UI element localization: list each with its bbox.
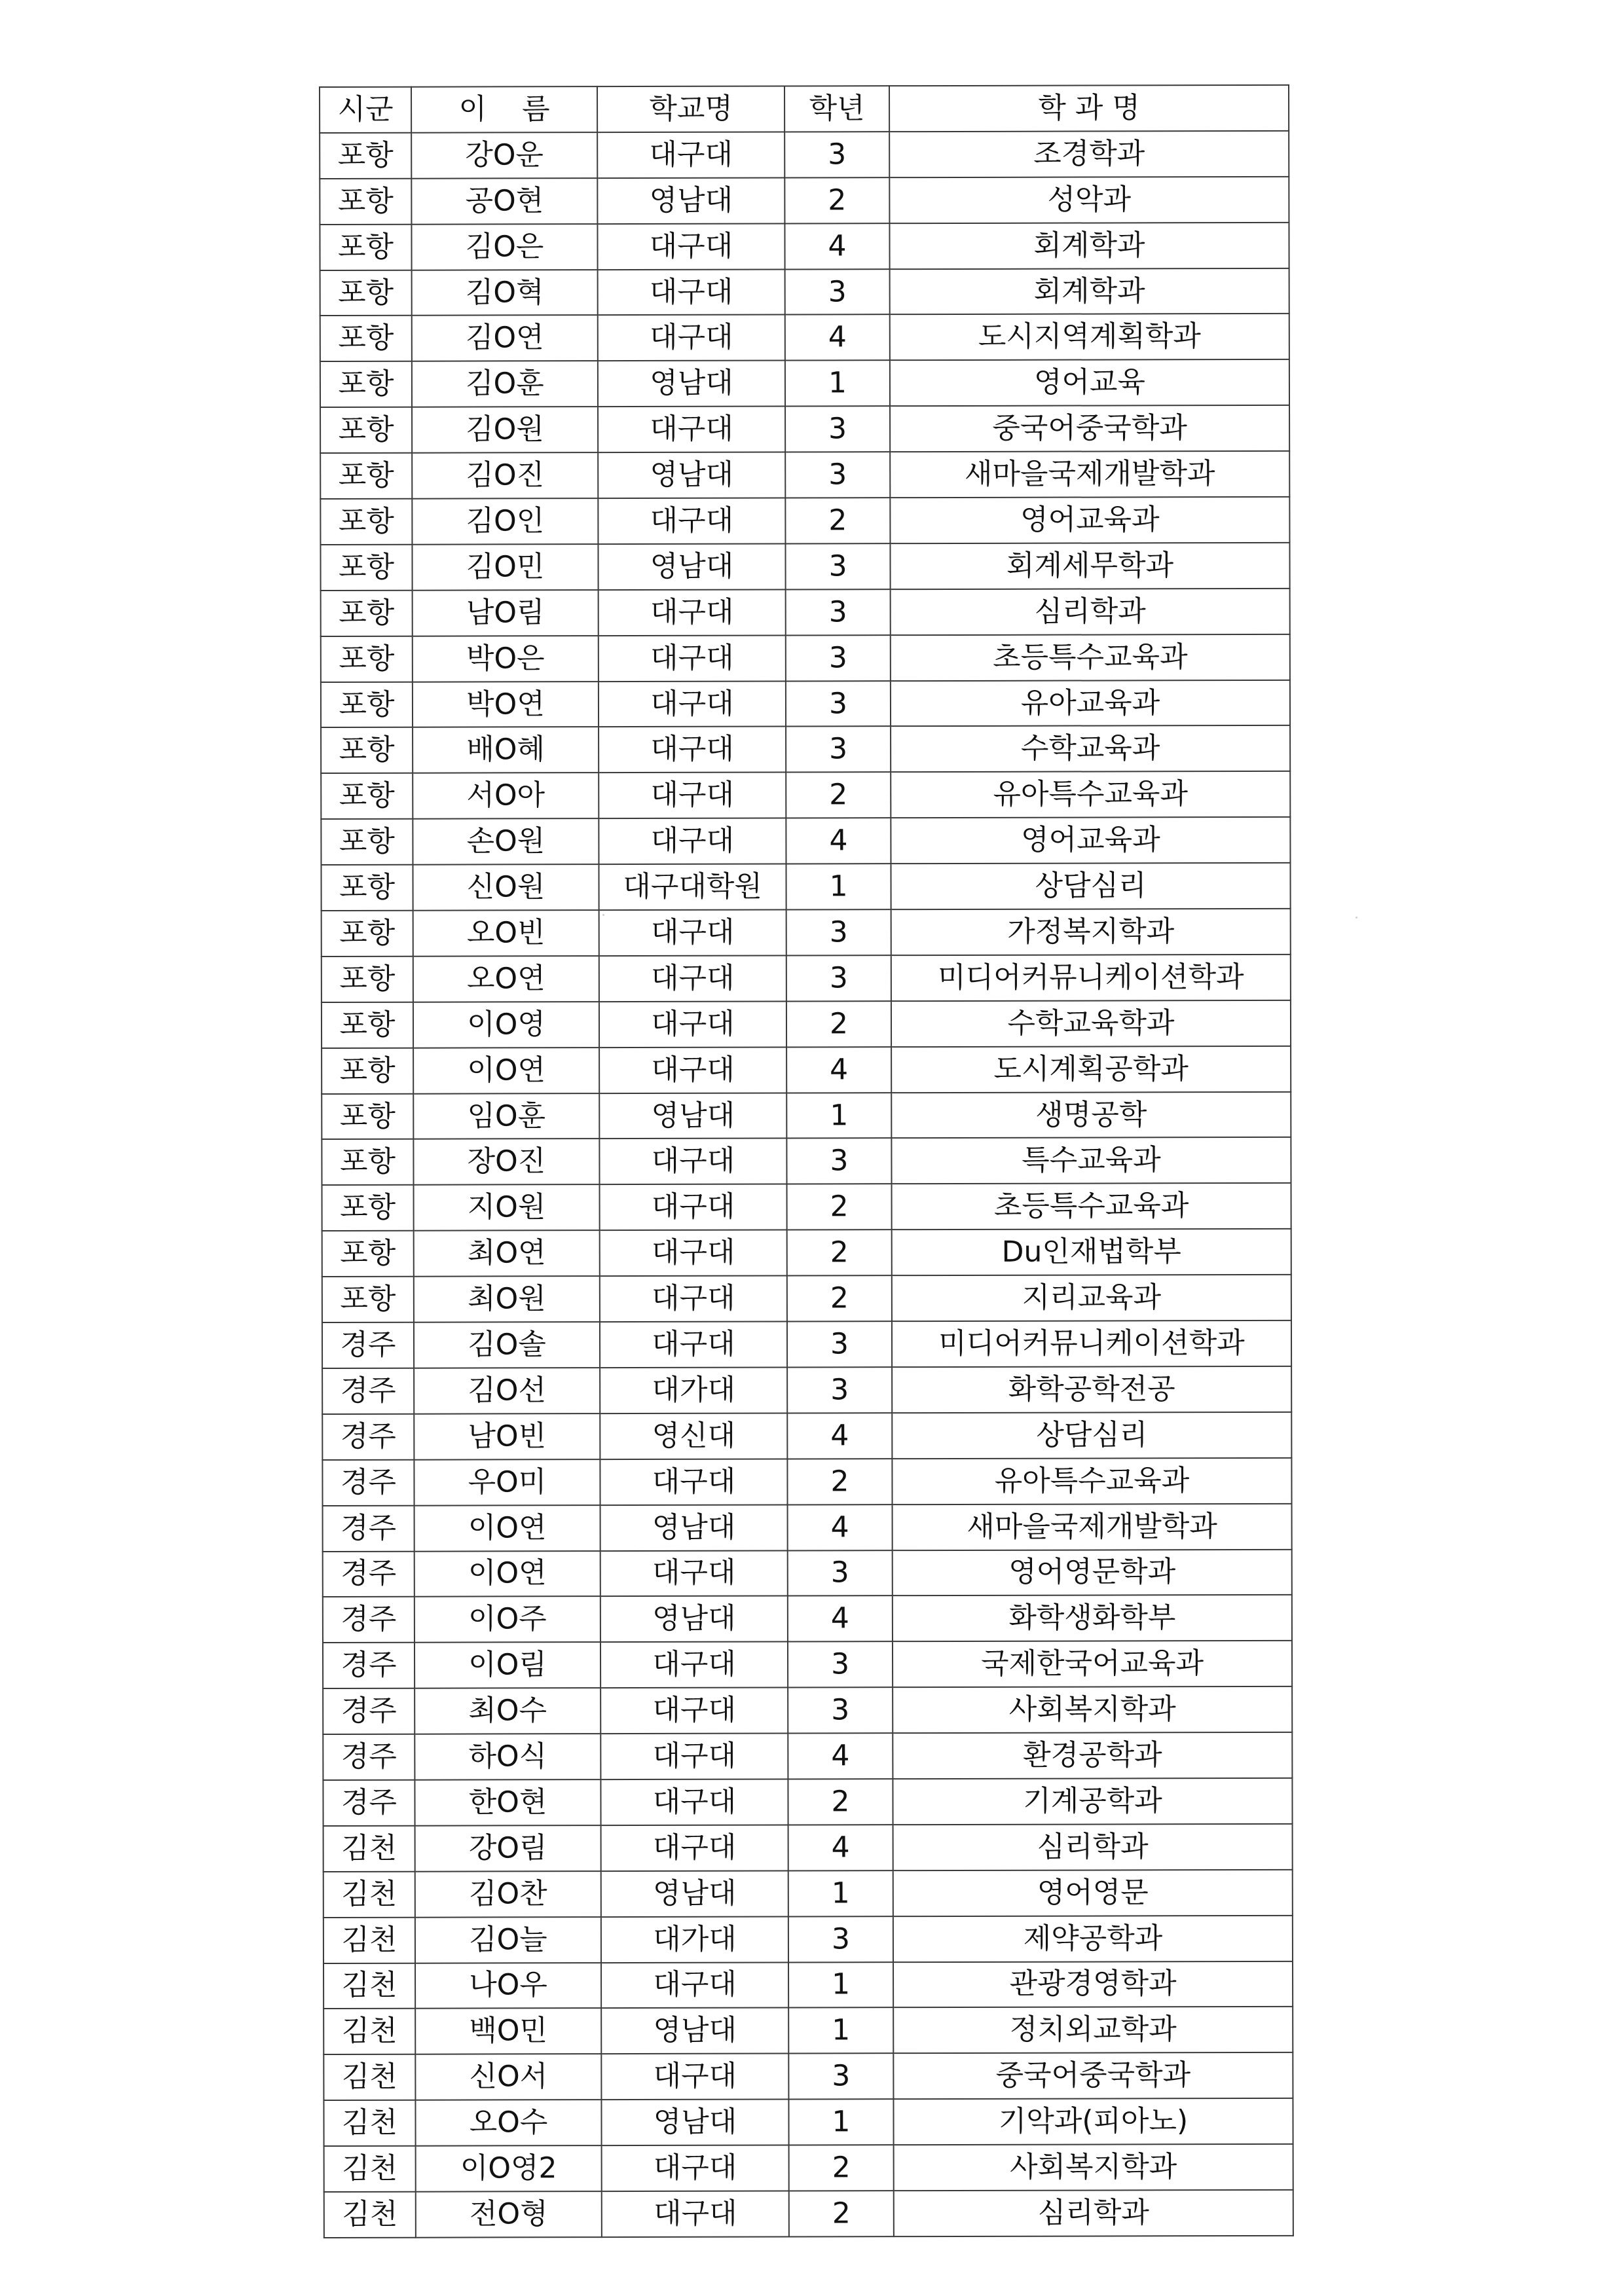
cell-school: 대구대	[600, 1688, 788, 1734]
cell-school: 대구대	[599, 955, 786, 1001]
cell-name: 한O현	[415, 1779, 600, 1825]
table-row	[322, 1229, 1291, 1277]
cell-department: 상담심리	[892, 1412, 1291, 1459]
table-row	[322, 1046, 1291, 1094]
cell-grade: 3	[786, 909, 891, 955]
cell-name: 김O훈	[412, 361, 598, 407]
cell-name: 남O빈	[414, 1413, 600, 1459]
cell-city: 경주	[322, 1368, 414, 1414]
cell-grade: 3	[785, 452, 890, 498]
cell-name: 최O연	[414, 1230, 600, 1276]
cell-school: 영남대	[598, 543, 785, 589]
cell-grade: 3	[788, 1641, 893, 1687]
cell-city: 포항	[322, 1048, 413, 1093]
cell-city: 포항	[322, 1093, 413, 1139]
table-row	[321, 863, 1290, 911]
table-row	[322, 1091, 1291, 1139]
table-row	[322, 1275, 1291, 1322]
cell-grade: 4	[788, 1825, 893, 1870]
table-row	[323, 1686, 1292, 1734]
cell-grade: 3	[787, 1367, 892, 1413]
cell-school: 대구대	[600, 1276, 787, 1322]
cell-department: 유아교육과	[891, 680, 1290, 726]
table-row	[322, 1412, 1291, 1460]
cell-department: 제약공학과	[893, 1916, 1293, 1962]
cell-school: 영남대	[598, 452, 785, 498]
cell-department: 심리학과	[891, 589, 1290, 635]
cell-school: 대구대	[601, 1962, 788, 2008]
cell-department: 수학교육과	[891, 725, 1290, 772]
cell-name: 이O림	[415, 1642, 600, 1688]
cell-department: 영어교육과	[891, 817, 1290, 864]
cell-name: 김O진	[412, 452, 598, 498]
table-row	[320, 451, 1289, 499]
cell-grade: 4	[786, 818, 891, 864]
cell-grade: 4	[785, 315, 890, 361]
table-row	[323, 1870, 1293, 1918]
cell-name: 백O민	[415, 2009, 601, 2054]
cell-department: 가정복지학과	[891, 909, 1291, 955]
cell-name: 이O연	[413, 1048, 599, 1093]
cell-grade: 3	[788, 1687, 893, 1733]
cell-name: 이O영2	[416, 2145, 602, 2191]
cell-name: 박O은	[413, 636, 599, 682]
cell-department: 도시계획공학과	[891, 1046, 1291, 1093]
cell-department: 화학생화학부	[893, 1595, 1292, 1641]
cell-city: 경주	[323, 1688, 415, 1734]
table-row	[323, 2052, 1293, 2100]
cell-grade: 2	[789, 2191, 894, 2236]
cell-city: 경주	[322, 1459, 414, 1505]
cell-school: 대구대	[599, 635, 786, 681]
cell-department: 화학공학전공	[892, 1366, 1291, 1413]
cell-city: 경주	[323, 1780, 415, 1826]
cell-grade: 3	[786, 589, 891, 635]
cell-city: 포항	[321, 636, 413, 682]
cell-city: 김천	[323, 1917, 415, 1963]
cell-city: 김천	[323, 1963, 415, 2009]
cell-grade: 3	[788, 2053, 893, 2099]
table-row	[322, 909, 1291, 957]
cell-school: 대구대	[600, 1779, 788, 1825]
cell-name: 남O림	[413, 590, 599, 636]
cell-department: 관광경영학과	[893, 1961, 1293, 2007]
cell-grade: 3	[788, 1916, 893, 1962]
cell-grade: 1	[786, 864, 891, 909]
cell-name: 김O원	[412, 407, 598, 452]
cell-grade: 2	[787, 1459, 892, 1504]
cell-department: 초등특수교육과	[892, 1183, 1291, 1230]
cell-grade: 3	[788, 1550, 893, 1596]
cell-grade: 4	[786, 1047, 891, 1093]
cell-city: 경주	[323, 1551, 415, 1597]
cell-school: 대구대	[599, 1139, 786, 1184]
cell-city: 경주	[323, 1597, 415, 1643]
cell-school: 대구대	[598, 498, 785, 544]
cell-school: 대구대	[599, 589, 786, 635]
cell-school: 영남대	[600, 1596, 788, 1642]
cell-name: 신O원	[413, 864, 599, 910]
table-row	[323, 1504, 1292, 1552]
cell-school: 대구대	[597, 132, 784, 177]
cell-school: 대구대	[601, 1825, 788, 1870]
cell-name: 하O식	[415, 1734, 600, 1779]
cell-name: 오O빈	[413, 910, 599, 956]
cell-school: 대구대	[600, 1734, 788, 1779]
cell-department: 특수교육과	[891, 1137, 1291, 1184]
cell-department: 회계학과	[890, 268, 1289, 314]
cell-department: 환경공학과	[893, 1732, 1292, 1779]
cell-grade: 2	[787, 1275, 892, 1321]
cell-school: 영남대	[601, 2008, 788, 2054]
cell-department: 초등특수교육과	[891, 634, 1290, 681]
cell-grade: 3	[786, 1139, 891, 1184]
cell-department: 회계세무학과	[890, 543, 1289, 589]
cell-city: 김천	[323, 1871, 415, 1917]
cell-grade: 4	[788, 1733, 893, 1779]
cell-city: 포항	[322, 1277, 414, 1322]
cell-grade: 3	[786, 955, 891, 1001]
table-row	[320, 268, 1289, 316]
cell-department: 조경학과	[889, 131, 1289, 177]
cell-city: 경주	[323, 1734, 415, 1780]
cell-school: 대가대	[601, 1916, 788, 1962]
cell-grade: 2	[785, 498, 890, 543]
scan-speck	[1356, 917, 1357, 919]
cell-department: 유아특수교육과	[891, 771, 1290, 818]
cell-school: 영남대	[599, 1093, 786, 1139]
cell-city: 포항	[322, 1139, 413, 1185]
cell-school: 대구대	[602, 2191, 789, 2236]
cell-city: 경주	[323, 1505, 415, 1551]
table-row	[323, 1641, 1292, 1688]
cell-grade: 2	[787, 1184, 892, 1230]
table-row	[323, 1595, 1292, 1643]
table-row	[323, 1778, 1292, 1826]
table-row	[323, 1824, 1293, 1872]
cell-grade: 2	[786, 773, 891, 818]
table-header	[320, 85, 1289, 133]
table-row	[323, 1961, 1293, 2009]
cell-department: 국제한국어교육과	[893, 1641, 1292, 1687]
cell-city: 포항	[322, 911, 413, 957]
table-row	[320, 405, 1289, 453]
cell-city: 김천	[323, 2100, 415, 2146]
cell-city: 포항	[322, 1231, 414, 1277]
cell-name: 김O인	[412, 498, 598, 544]
cell-name: 지O원	[414, 1184, 600, 1230]
cell-grade: 3	[786, 727, 891, 773]
cell-department: 영어교육과	[890, 497, 1289, 543]
cell-grade: 2	[784, 177, 889, 223]
cell-department: 중국어중국학과	[893, 2052, 1293, 2099]
cell-grade: 1	[788, 1962, 893, 2008]
cell-department: 심리학과	[893, 1824, 1293, 1870]
table-row	[322, 955, 1291, 1002]
cell-department: 생명공학	[891, 1091, 1291, 1138]
cell-name: 나O우	[415, 1963, 601, 2009]
cell-department: 정치외교학과	[893, 2007, 1293, 2053]
cell-name: 박O연	[413, 682, 599, 727]
table-row	[320, 131, 1289, 179]
cell-name: 이O영	[413, 1002, 599, 1048]
cell-name: 김O선	[414, 1368, 600, 1413]
cell-grade: 3	[786, 635, 891, 681]
cell-school: 대구대	[601, 2054, 788, 2100]
cell-department: 중국어중국학과	[890, 405, 1289, 452]
cell-school: 영남대	[597, 177, 784, 223]
cell-department: 기악과(피아노)	[893, 2098, 1293, 2145]
cell-name: 최O수	[415, 1688, 600, 1734]
cell-department: 지리교육과	[892, 1275, 1291, 1321]
cell-grade: 1	[788, 2008, 893, 2054]
cell-department: 영어교육	[890, 359, 1289, 406]
cell-city: 김천	[323, 1826, 415, 1872]
cell-department: 수학교육학과	[891, 1000, 1291, 1047]
cell-city: 포항	[321, 819, 413, 865]
cell-school: 대구대	[602, 2145, 789, 2191]
cell-city: 포항	[321, 773, 413, 819]
cell-department: 영어영문학과	[893, 1549, 1292, 1595]
cell-department: 심리학과	[894, 2190, 1293, 2236]
cell-city: 포항	[322, 1002, 413, 1048]
table-row	[320, 359, 1289, 407]
cell-city: 경주	[322, 1414, 414, 1460]
cell-grade: 4	[784, 223, 889, 269]
table-row	[322, 1183, 1291, 1231]
cell-name: 공O현	[411, 178, 597, 224]
header-grade: 학년	[784, 86, 889, 132]
table-row	[322, 1137, 1291, 1185]
table-row	[323, 1732, 1292, 1780]
table-row	[320, 543, 1289, 591]
table-row	[322, 1366, 1291, 1414]
cell-school: 영남대	[598, 361, 785, 407]
cell-school: 영남대	[600, 1504, 788, 1550]
cell-city: 포항	[321, 590, 413, 636]
cell-department: 사회복지학과	[893, 1686, 1292, 1733]
cell-name: 임O훈	[413, 1093, 599, 1139]
cell-grade: 1	[785, 361, 890, 407]
cell-name: 김O혁	[412, 270, 598, 316]
cell-department: 회계학과	[889, 223, 1289, 269]
cell-grade: 3	[785, 543, 890, 589]
cell-city: 김천	[323, 2054, 415, 2100]
cell-city: 김천	[324, 2146, 416, 2192]
cell-name: 김O은	[411, 224, 597, 270]
cell-city: 포항	[321, 865, 413, 911]
cell-name: 강O림	[415, 1825, 601, 1871]
header-row	[320, 85, 1289, 133]
cell-grade: 1	[788, 1870, 893, 1916]
cell-city: 포항	[320, 545, 412, 591]
cell-name: 김O연	[412, 316, 598, 361]
cell-name: 김O솔	[414, 1322, 600, 1368]
table-row	[323, 2098, 1293, 2146]
cell-school: 대구대	[597, 223, 784, 269]
table-row	[320, 314, 1289, 361]
header-city: 시군	[320, 87, 411, 133]
scholarship-roster-table	[319, 84, 1294, 2238]
cell-name: 배O혜	[413, 727, 599, 773]
cell-school: 대구대	[600, 1550, 788, 1596]
cell-city: 경주	[323, 1643, 415, 1688]
cell-city: 포항	[322, 1185, 414, 1231]
cell-city: 포항	[320, 453, 412, 499]
cell-name: 오O연	[413, 956, 599, 1002]
table-row	[322, 1321, 1291, 1368]
cell-school: 대구대	[599, 727, 786, 773]
cell-grade: 4	[788, 1504, 893, 1550]
cell-city: 김천	[323, 2009, 415, 2054]
cell-grade: 4	[787, 1413, 892, 1459]
cell-city: 포항	[322, 957, 413, 1002]
cell-city: 포항	[320, 178, 411, 224]
cell-city: 김천	[324, 2192, 416, 2238]
table-row	[322, 1000, 1291, 1048]
cell-grade: 2	[786, 1001, 891, 1047]
table-body	[320, 131, 1293, 2238]
cell-name: 서O아	[413, 773, 599, 818]
cell-name: 김O찬	[415, 1871, 601, 1917]
cell-department: 새마을국제개발학과	[893, 1504, 1292, 1550]
table-row	[320, 223, 1289, 270]
cell-school: 대구대	[600, 1642, 788, 1688]
cell-city: 포항	[320, 499, 412, 545]
table-row	[323, 1549, 1292, 1597]
cell-department: 영어영문	[893, 1870, 1293, 1916]
cell-school: 대구대	[599, 818, 786, 864]
cell-department: 도시지역계획학과	[890, 314, 1289, 360]
cell-school: 대구대	[598, 269, 785, 315]
cell-department: 사회복지학과	[894, 2144, 1293, 2191]
scan-speck	[602, 914, 604, 916]
cell-school: 대구대	[599, 1047, 786, 1093]
cell-city: 포항	[320, 133, 411, 179]
cell-school: 대구대	[599, 681, 786, 727]
cell-grade: 2	[788, 1779, 893, 1825]
cell-name: 이O주	[415, 1596, 600, 1642]
cell-school: 대구대	[599, 773, 786, 818]
cell-department: Du인재법학부	[892, 1229, 1291, 1275]
table-row	[323, 2007, 1293, 2054]
cell-school: 대구대	[598, 315, 785, 361]
cell-school: 대구대학원	[599, 864, 786, 910]
header-school: 학교명	[597, 86, 784, 132]
table-row	[321, 771, 1290, 819]
cell-name: 신O서	[415, 2054, 601, 2100]
table-row	[321, 634, 1290, 682]
cell-name: 전O형	[416, 2191, 602, 2237]
cell-grade: 1	[788, 2099, 893, 2145]
cell-school: 대구대	[600, 1459, 787, 1504]
cell-department: 미디어커뮤니케이션학과	[892, 1321, 1291, 1367]
cell-name: 김O늘	[415, 1917, 601, 1963]
cell-name: 우O미	[414, 1459, 600, 1505]
cell-name: 이O연	[415, 1505, 600, 1551]
header-department: 학 과 명	[889, 85, 1289, 132]
cell-city: 포항	[320, 224, 411, 270]
cell-name: 김O민	[412, 544, 598, 590]
cell-department: 유아특수교육과	[892, 1458, 1291, 1504]
table-row	[324, 2144, 1293, 2192]
cell-school: 영남대	[601, 2100, 788, 2145]
table-row	[322, 1458, 1291, 1506]
table-row	[321, 589, 1290, 636]
cell-department: 새마을국제개발학과	[890, 451, 1289, 498]
cell-school: 대구대	[598, 407, 785, 452]
cell-grade: 3	[784, 132, 889, 177]
cell-city: 포항	[320, 270, 412, 316]
cell-school: 대가대	[600, 1367, 787, 1413]
cell-city: 포항	[321, 682, 413, 727]
cell-department: 기계공학과	[893, 1778, 1292, 1825]
table-row	[324, 2190, 1293, 2238]
cell-school: 영남대	[601, 1870, 788, 1916]
cell-department: 성악과	[889, 177, 1289, 223]
cell-city: 포항	[320, 407, 412, 453]
table-row	[321, 725, 1290, 773]
cell-name: 최O원	[414, 1276, 600, 1322]
cell-grade: 2	[787, 1230, 892, 1275]
cell-name: 오O수	[415, 2100, 601, 2145]
cell-name: 이O연	[415, 1551, 600, 1597]
table-row	[321, 680, 1290, 727]
cell-city: 경주	[322, 1322, 414, 1368]
cell-school: 대구대	[600, 1184, 787, 1230]
cell-name: 손O원	[413, 818, 599, 864]
cell-school: 영신대	[600, 1413, 787, 1459]
table-row	[323, 1916, 1293, 1963]
cell-grade: 2	[789, 2145, 894, 2191]
table-row	[320, 177, 1289, 225]
table-row	[321, 817, 1290, 865]
cell-grade: 1	[786, 1093, 891, 1139]
cell-grade: 3	[785, 269, 890, 315]
cell-school: 대구대	[600, 1322, 787, 1368]
cell-school: 대구대	[599, 1001, 786, 1047]
cell-school: 대구대	[599, 910, 786, 956]
cell-name: 장O진	[413, 1139, 599, 1185]
cell-grade: 3	[786, 681, 891, 727]
cell-city: 포항	[321, 727, 413, 773]
cell-department: 미디어커뮤니케이션학과	[891, 955, 1291, 1001]
cell-grade: 3	[785, 406, 890, 452]
cell-grade: 4	[788, 1596, 893, 1642]
header-name: 이 름	[411, 86, 597, 132]
table-row	[320, 497, 1289, 545]
cell-name: 강O운	[411, 132, 597, 178]
cell-grade: 3	[787, 1321, 892, 1367]
cell-department: 상담심리	[891, 863, 1290, 909]
cell-city: 포항	[320, 361, 412, 407]
cell-city: 포항	[320, 316, 412, 361]
cell-school: 대구대	[600, 1230, 787, 1276]
